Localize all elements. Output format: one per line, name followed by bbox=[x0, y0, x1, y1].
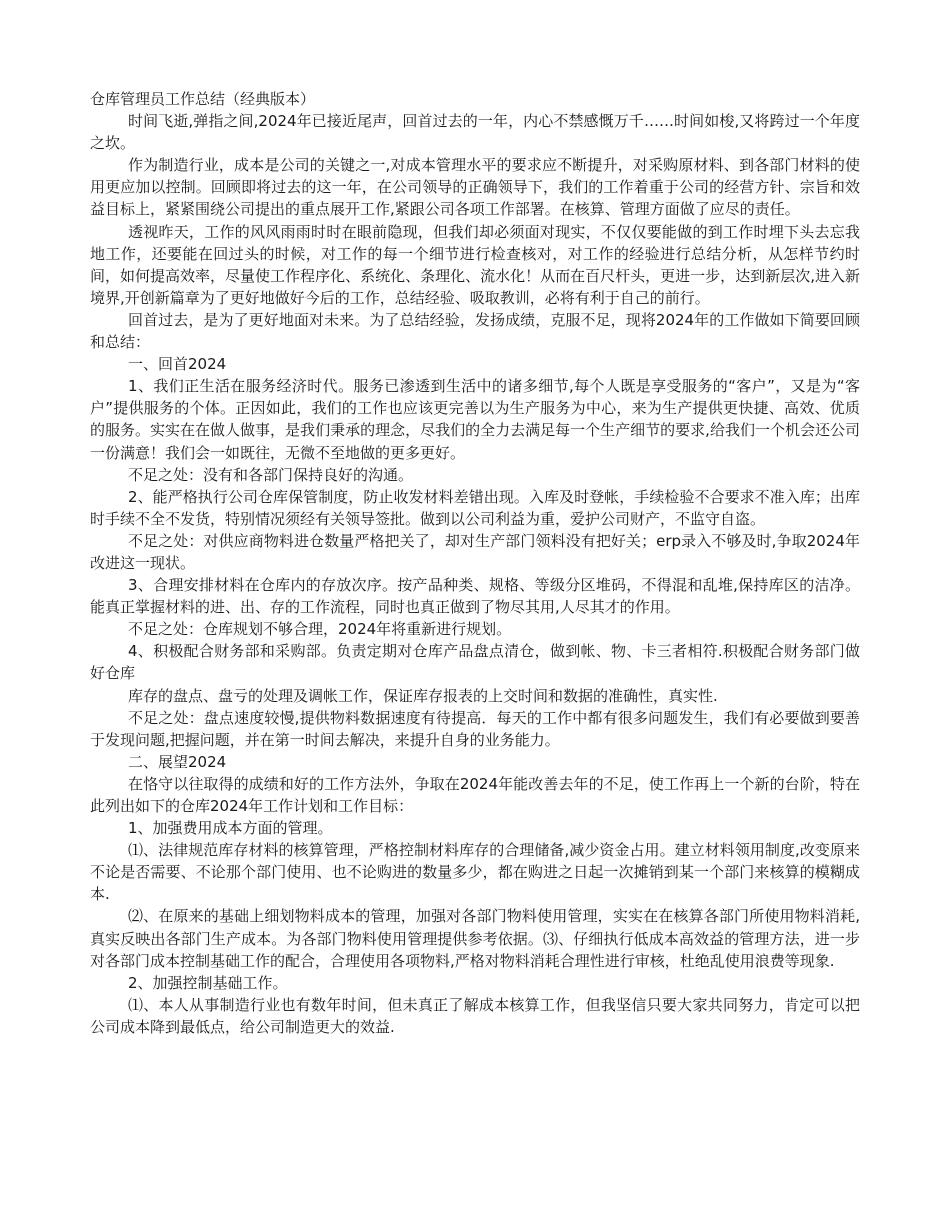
paragraph: 在恪守以往取得的成绩和好的工作方法外，争取在2024年能改善去年的不足，使工作再上一个新的台阶，特在此列出如下的仓库2024年工作计划和工作目标： bbox=[90, 774, 860, 815]
paragraph: 1、加强费用成本方面的管理。 bbox=[128, 819, 333, 838]
paragraph: ⑵、在原来的基础上细划物料成本的管理，加强对各部门物料使用管理，实实在在核算各部门所使用物料消耗,真实反映出各部门生产成本。为各部门物料使用管理提供参考依据。⑶、仔细执行低成本高效益的管理方法，进一步对各部门成本控制基础工作的配合，合理使用各项物料,严格对物料消耗合理性进行审核，杜绝乱使用浪费等现象. bbox=[90, 907, 860, 970]
document-body bbox=[90, 110, 860, 1038]
paragraph: 一、回首2024 bbox=[128, 355, 227, 374]
document-title: 仓库管理员工作总结（经典版本） bbox=[90, 90, 316, 108]
paragraph: 2、加强控制基础工作。 bbox=[128, 973, 288, 992]
paragraph: 不足之处：仓库规划不够合理，2024年将重新进行规划。 bbox=[128, 620, 512, 639]
paragraph: 库存的盘点、盘亏的处理及调帐工作，保证库存报表的上交时间和数据的准确性，真实性. bbox=[128, 686, 718, 705]
paragraph: 不足之处：盘点速度较慢,提供物料数据速度有待提高．每天的工作中都有很多问题发生，我们有必要做到要善于发现问题,把握问题，并在第一时间去解决，来提升自身的业务能力。 bbox=[90, 708, 860, 749]
paragraph: ⑴、本人从事制造行业也有数年时间，但未真正了解成本核算工作，但我坚信只要大家共同努力，肯定可以把公司成本降到最低点，给公司制造更大的效益. bbox=[90, 995, 860, 1036]
paragraph: 不足之处：没有和各部门保持良好的沟通。 bbox=[128, 465, 414, 484]
paragraph: 4、积极配合财务部和采购部。负责定期对仓库产品盘点清仓，做到帐、物、卡三者相符.积极配合财务部门做好仓库 bbox=[90, 642, 860, 683]
paragraph: 2、能严格执行公司仓库保管制度，防止收发材料差错出现。入库及时登帐，手续检验不合要求不准入库；出库时手续不全不发货，特别情况须经有关领导签批。做到以公司利益为重，爱护公司财产，不监守自盗。 bbox=[90, 487, 860, 528]
paragraph: 不足之处：对供应商物料进仓数量严格把关了，却对生产部门领料没有把好关；erp录入不够及时,争取2024年改进这一现状。 bbox=[90, 531, 860, 572]
document-page bbox=[90, 88, 860, 1038]
paragraph: 透视昨天，工作的风风雨雨时时在眼前隐现，但我们却必须面对现实，不仅仅要能做的到工作时埋下头去忘我地工作，还要能在回过头的时候，对工作的每一个细节进行检查核对，对工作的经验进行总结分析，从怎样节约时间，如何提高效率，尽量使工作程序化、系统化、条理化、流水化！从而在百尺杆头，更进一步，达到新层次,进入新境界,开创新篇章为了更好地做好今后的工作，总结经验、吸取教训，必将有利于自己的前行。 bbox=[90, 222, 860, 307]
paragraph: 作为制造行业，成本是公司的关键之一,对成本管理水平的要求应不断提升，对采购原材料、到各部门材料的使用更应加以控制。回顾即将过去的这一年，在公司领导的正确领导下，我们的工作着重于公司的经营方针、宗旨和效益目标上，紧紧围绕公司提出的重点展开工作,紧跟公司各项工作部署。在核算、管理方面做了应尽的责任。 bbox=[90, 156, 860, 219]
paragraph: 3、合理安排材料在仓库内的存放次序。按产品种类、规格、等级分区堆码，不得混和乱堆,保持库区的洁净。能真正掌握材料的进、出、存的工作流程，同时也真正做到了物尽其用,人尽其才的作用。 bbox=[90, 576, 860, 617]
paragraph: 回首过去，是为了更好地面对未来。为了总结经验，发扬成绩，克服不足，现将2024年的工作做如下简要回顾和总结： bbox=[90, 310, 860, 352]
paragraph: ⑴、法律规范库存材料的核算管理，严格控制材料库存的合理储备,减少资金占用。建立材料领用制度,改变原来不论是否需要、不论那个部门使用、也不论购进的数量多少，都在购进之日起一次摊销到某一个部门来核算的模糊成本. bbox=[90, 841, 860, 904]
paragraph: 二、展望2024 bbox=[128, 752, 227, 771]
paragraph: 时间飞逝,弹指之间,2024年已接近尾声，回首过去的一年，内心不禁感慨万千……时间如梭,又将跨过一个年度之坎。 bbox=[90, 112, 860, 153]
paragraph: 1、我们正生活在服务经济时代。服务已渗透到生活中的诸多细节,每个人既是享受服务的“客户”，又是为“客户”提供服务的个体。正因如此，我们的工作也应该更完善以为生产服务为中心，来为生产提供更快捷、高效、优质的服务。实实在在做人做事，是我们秉承的理念，尽我们的全力去满足每一个生产细节的要求,给我们一个机会还公司一份满意！我们会一如既往，无微不至地做的更多更好。 bbox=[90, 377, 860, 462]
